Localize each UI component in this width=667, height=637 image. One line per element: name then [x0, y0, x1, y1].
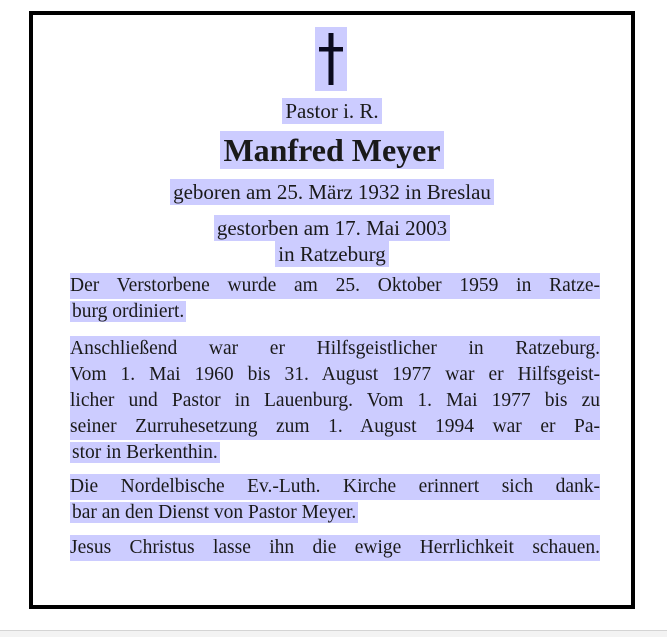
- paragraph-line: Die Nordelbische Ev.-Luth. Kirche erinnert sich dank-: [70, 474, 600, 500]
- death-place: in Ratzeburg: [275, 241, 389, 267]
- paragraph-line: Der Verstorbene wurde am 25. Oktober 1959 in Ratze-: [70, 273, 600, 299]
- paragraph-line-wrap: [70, 500, 600, 526]
- paragraph-line: stor in Berkenthin.: [72, 442, 218, 463]
- deceased-name: Manfred Meyer: [220, 131, 443, 169]
- cross-icon: [315, 27, 347, 91]
- paragraph-line: Vom 1. Mai 1960 bis 31. August 1977 war er Hilfsgeist-: [70, 362, 600, 388]
- paragraph-line: licher und Pastor in Lauenburg. Vom 1. Mai 1977 bis zu: [70, 388, 600, 414]
- death-place-line: [33, 242, 631, 267]
- deceased-title-line: [33, 99, 631, 124]
- death-line: [33, 216, 631, 241]
- paragraph-line: Anschließend war er Hilfsgeistlicher in Ratzeburg.: [70, 336, 600, 362]
- paragraph-line: Jesus Christus lasse ihn die ewige Herrlichkeit schauen.: [70, 535, 600, 561]
- paragraph-line-wrap: [70, 299, 600, 325]
- blessing-paragraph: [70, 535, 600, 561]
- deceased-name-line: [33, 132, 631, 169]
- ordination-paragraph: [70, 273, 600, 325]
- paragraph-line: burg ordiniert.: [72, 301, 185, 322]
- paragraph-line: bar an den Dienst von Pastor Meyer.: [72, 502, 357, 523]
- death-info: gestorben am 17. Mai 2003: [214, 215, 450, 241]
- paragraph-line: seiner Zurruhesetzung zum 1. August 1994 war er Pa-: [70, 414, 600, 440]
- church-paragraph: [70, 474, 600, 526]
- birth-line: [33, 180, 631, 205]
- deceased-title: Pastor i. R.: [282, 98, 381, 124]
- birth-info: geboren am 25. März 1932 in Breslau: [170, 179, 494, 205]
- obituary-notice: [29, 11, 635, 609]
- career-paragraph: [70, 336, 600, 466]
- window-bottom-edge: [0, 630, 667, 637]
- paragraph-line-wrap: [70, 440, 600, 466]
